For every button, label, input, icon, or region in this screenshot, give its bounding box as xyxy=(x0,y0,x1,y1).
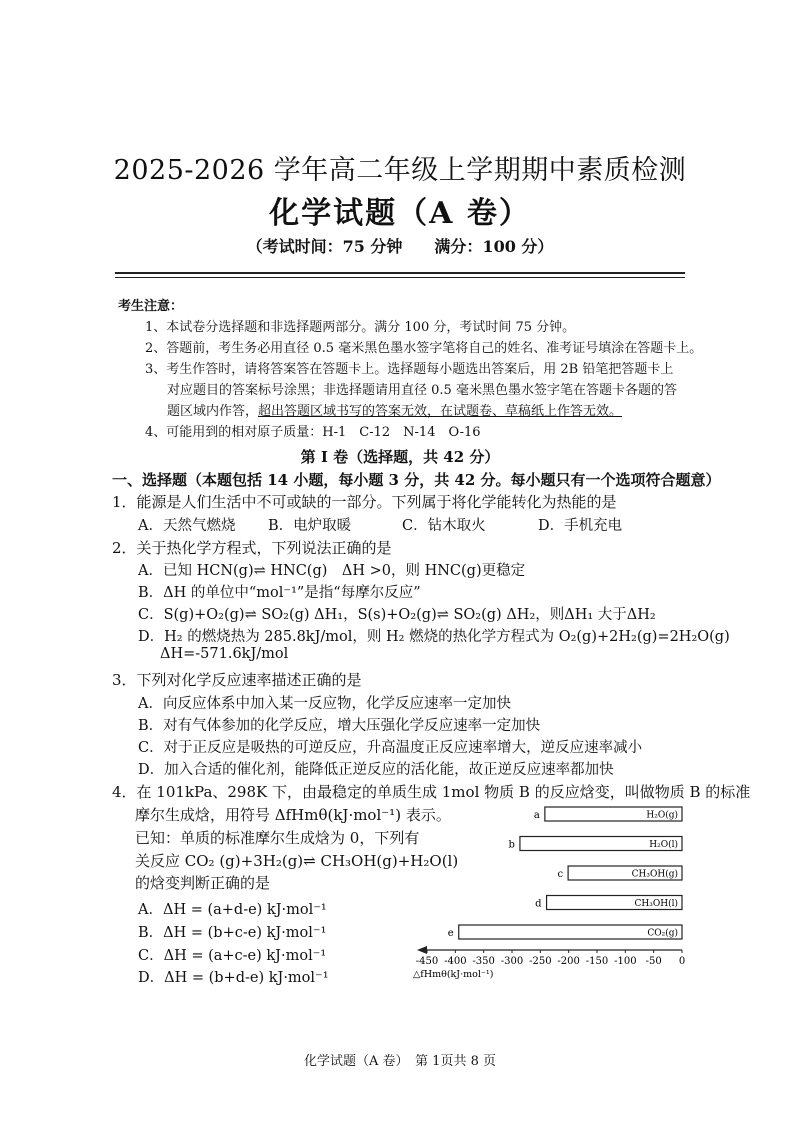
q2-stem: 2．关于热化学方程式，下列说法正确的是 xyxy=(112,539,392,557)
x-axis-arrow xyxy=(417,946,427,954)
q1-stem: 1．能源是人们生活中不可或缺的一部分。下列属于将化学能转化为热能的是 xyxy=(112,493,617,511)
section-title: 第 I 卷（选择题，共 42 分） xyxy=(300,448,500,466)
q4-option-a: A．ΔH = (a+d-e) kJ·mol⁻¹ xyxy=(138,902,327,918)
bar-category-label: CO₂(g) xyxy=(647,928,678,939)
bar-category-label: H₂O(g) xyxy=(646,810,678,821)
q1-option-b: B．电炉取暖 xyxy=(268,518,352,534)
q3-option-a: A．向反应体系中加入某一反应物，化学反应速率一定加快 xyxy=(138,696,511,712)
q3-option-b: B．对有气体参加的化学反应，增大压强化学反应速率一定加快 xyxy=(138,718,541,734)
q3-stem: 3．下列对化学反应速率描述正确的是 xyxy=(112,671,362,689)
bar-point-label: c xyxy=(557,869,564,880)
notice-warning: 超出答题区域书写的答案无效，在试题卷、草稿纸上作答无效。 xyxy=(258,404,623,419)
notice-item-1: 1、本试卷分选择题和非选择题两部分。满分 100 分，考试时间 75 分钟。 xyxy=(145,320,576,335)
x-tick-label: -400 xyxy=(444,956,467,967)
x-tick-label: -450 xyxy=(415,956,439,967)
q4-stem-line1: 4．在 101kPa、298K 下，由最稳定的单质生成 1mol 物质 B 的反应焓变，叫做物质 B 的标准 xyxy=(112,783,751,801)
q2-option-b: B．ΔH 的单位中“mol⁻¹”是指“每摩尔反应” xyxy=(138,585,421,601)
q1-option-c: C．钻木取火 xyxy=(402,518,486,534)
notice-item-2: 2、答题前，考生务必用直径 0.5 毫米黑色墨水签字笔将自己的姓名、准考证号填涂在答题卡上。 xyxy=(145,341,703,356)
q2-option-d-cont: ΔH=-571.6kJ/mol xyxy=(160,646,289,662)
q4-stem-line3: 已知：单质的标准摩尔生成焓为 0，下列有 xyxy=(135,829,420,847)
bar-point-label: e xyxy=(447,928,454,939)
q4-option-c: C．ΔH = (a+c-e) kJ·mol⁻¹ xyxy=(138,948,327,964)
header-rule-thin xyxy=(115,277,685,278)
q4-option-b: B．ΔH = (b+c-e) kJ·mol⁻¹ xyxy=(138,925,327,941)
notice-heading: 考生注意： xyxy=(118,299,184,314)
notice-item-3-cont1: 对应题目的答案标号涂黑；非选择题请用直径 0.5 毫米黑色墨水签字笔在答题卡各题的答 xyxy=(167,383,677,398)
x-tick-label: -50 xyxy=(645,956,662,967)
bar-point-label: d xyxy=(535,898,542,910)
exam-time-score: （考试时间：75 分钟 满分：100 分） xyxy=(246,237,554,256)
notice-item-3: 3、考生作答时，请将答案答在答题卡上。选择题每小题选出答案后，用 2B 铅笔把答题卡上 xyxy=(145,362,674,377)
subject-title: 化学试题（A 卷） xyxy=(269,196,531,231)
exam-title: 2025-2026 学年高二年级上学期期中素质检测 xyxy=(113,155,687,186)
bar-point-label: b xyxy=(508,839,515,851)
x-axis-label: △fHmθ(kJ·mol⁻¹) xyxy=(413,969,494,980)
q4-stem-line4: 关反应 CO₂ (g)+3H₂(g)⇌ CH₃OH(g)+H₂O(l) xyxy=(135,852,459,870)
q2-option-d: D．H₂ 的燃烧热为 285.8kJ/mol，则 H₂ 燃烧的热化学方程式为 O₂(g)+2H₂(g)=2H₂O(g) xyxy=(138,629,730,645)
x-tick-label: 0 xyxy=(678,956,686,967)
q4-option-d: D．ΔH = (b+d-e) kJ·mol⁻¹ xyxy=(138,970,329,986)
header-rule-thick xyxy=(115,272,685,274)
bar-point-label: a xyxy=(533,810,540,821)
bar-category-label: CH₃OH(g) xyxy=(631,869,678,880)
bar-category-label: CH₃OH(l) xyxy=(634,899,678,909)
q4-stem-line2: 摩尔生成焓，用符号 ΔfHmθ(kJ·mol⁻¹) 表示。 xyxy=(135,806,451,824)
x-tick-label: -200 xyxy=(557,956,580,967)
q1-option-a: A．天然气燃烧 xyxy=(138,518,236,534)
q4-stem-line5: 的焓变判断正确的是 xyxy=(135,874,271,892)
enthalpy-chart xyxy=(395,795,695,990)
q1-option-d: D．手机充电 xyxy=(538,518,623,534)
notice-item-4: 4、可能用到的相对原子质量：H-1 C-12 N-14 O-16 xyxy=(145,425,481,440)
q2-option-c: C．S(g)+O₂(g)⇌ SO₂(g) ΔH₁，S(s)+O₂(g)⇌ SO₂(g) ΔH₂，则ΔH₁ 大于ΔH₂ xyxy=(138,607,656,623)
x-tick-label: -250 xyxy=(529,956,552,967)
notice-item-3-cont2: 题区域内作答，超出答题区域书写的答案无效，在试题卷、草稿纸上作答无效。 xyxy=(167,404,623,419)
bar-category-label: H₂O(l) xyxy=(649,840,678,850)
x-tick-label: -300 xyxy=(500,956,524,967)
q3-option-c: C．对于正反应是吸热的可逆反应，升高温度正反应速率增大，逆反应速率减小 xyxy=(138,740,643,756)
q3-option-d: D．加入合适的催化剂，能降低正逆反应的活化能，故正逆反应速率都加快 xyxy=(138,762,614,778)
x-tick-label: -100 xyxy=(614,956,637,967)
section-instructions: 一、选择题（本题包括 14 小题，每小题 3 分，共 42 分。每小题只有一个选项符合题意） xyxy=(112,471,721,489)
page-footer: 化学试题（A 卷） 第 1页共 8 页 xyxy=(304,1054,496,1069)
x-tick-label: -350 xyxy=(472,956,495,967)
q2-option-a: A．已知 HCN(g)⇌ HNC(g) ΔH >0，则 HNC(g)更稳定 xyxy=(138,563,526,579)
x-tick-label: -150 xyxy=(585,956,609,967)
